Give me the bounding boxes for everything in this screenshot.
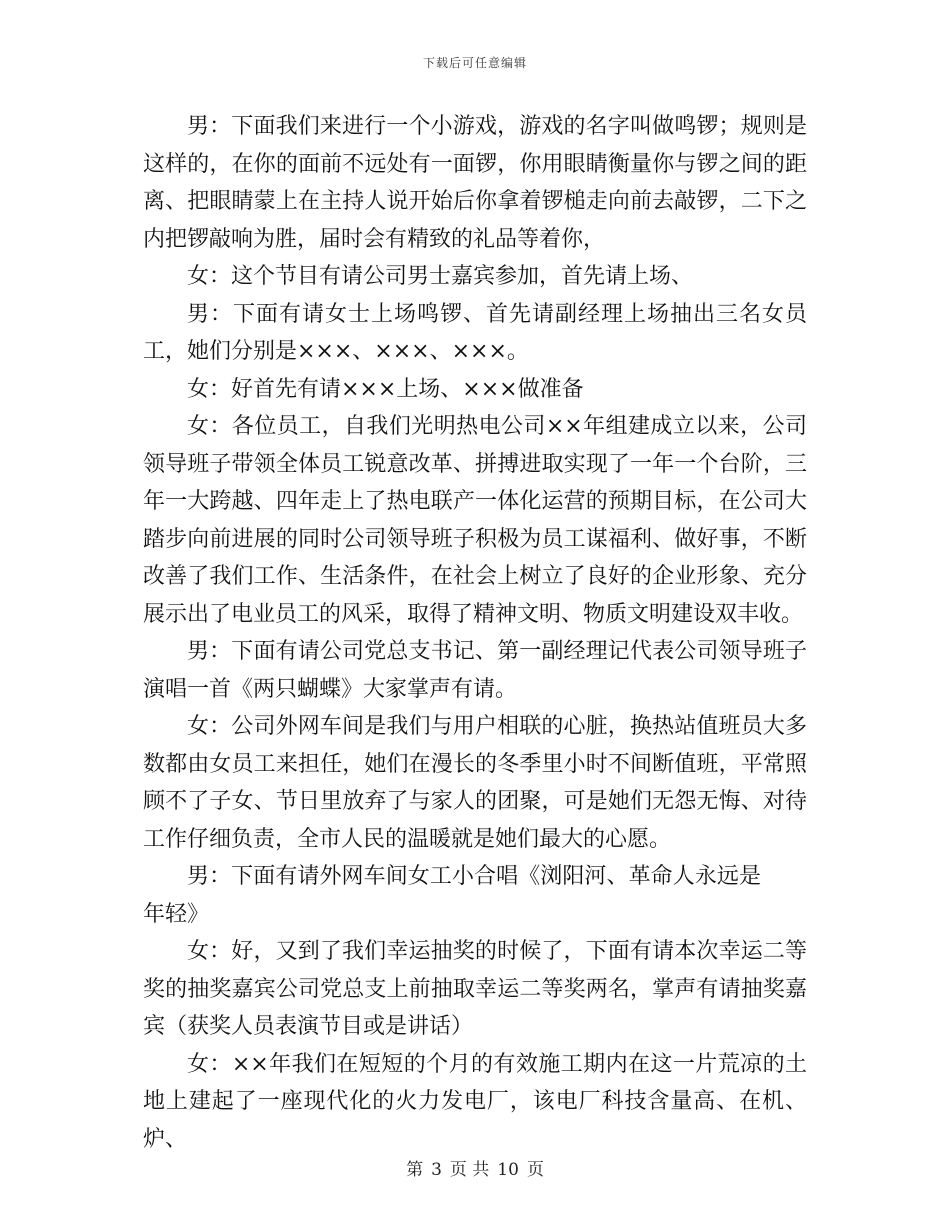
page-header: 下载后可任意编辑 (422, 56, 527, 70)
footer-prefix: 第 (406, 1160, 424, 1180)
paragraph: 男：下面有请公司党总支书记、第一副经理记代表公司领导班子演唱一首《两只蝴蝶》大家掌声有请。 (143, 639, 807, 702)
paragraph: 男：下面有请外网车间女工小合唱《浏阳河、革命人永远是年轻》 (143, 864, 761, 927)
paragraph: 女：公司外网车间是我们与用户相联的心脏，换热站值班员大多数都由女员工来担任，她们在漫长的冬季里小时不间断值班，平常照顾不了子女、节日里放弃了与家人的团聚，可是她们无怨无悔、对待工作仔细负责，全市人民的温暖就是她们最大的心愿。 (143, 714, 807, 852)
paragraph: 男：下面我们来进行一个小游戏，游戏的名字叫做鸣锣；规则是这样的，在你的面前不远处有一面锣，你用眼睛衡量你与锣之间的距离、把眼睛蒙上在主持人说开始后你拿着锣槌走向前去敲锣，二下之内把锣敲响为胜，届时会有精致的礼品等着你， (143, 114, 807, 252)
paragraph: 男：下面有请女士上场鸣锣、首先请副经理上场抽出三名女员工，她们分别是×××、×××、×××。 (143, 301, 807, 364)
footer-page-number: 3 (431, 1160, 442, 1180)
page-footer (0, 1155, 950, 1180)
paragraph: 女：这个节目有请公司男士嘉宾参加，首先请上场、 (187, 264, 694, 289)
paragraph: 女：各位员工，自我们光明热电公司××年组建成立以来，公司领导班子带领全体员工锐意改革、拼搏进取实现了一年一个台阶，三年一大跨越、四年走上了热电联产一体化运营的预期目标，在公司大踏步向前进展的同时公司领导班子积极为员工谋福利、做好事，不断改善了我们工作、生活条件，在社会上树立了良好的企业形象、充分展示出了电业员工的风采，取得了精神文明、物质文明建设双丰收。 (143, 414, 807, 627)
document-body (143, 108, 807, 1158)
footer-middle: 页 共 (449, 1160, 490, 1180)
footer-suffix: 页 (526, 1160, 544, 1180)
paragraph: 女：好，又到了我们幸运抽奖的时候了，下面有请本次幸运二等奖的抽奖嘉宾公司党总支上前抽取幸运二等奖两名，掌声有请抽奖嘉宾（获奖人员表演节目或是讲话） (143, 939, 807, 1039)
footer-total-pages: 10 (497, 1160, 519, 1180)
paragraph: 女：××年我们在短短的个月的有效施工期内在这一片荒凉的土地上建起了一座现代化的火力发电厂，该电厂科技含量高、在机、炉、 (143, 1051, 807, 1152)
paragraph: 女：好首先有请×××上场、×××做准备 (187, 376, 584, 402)
